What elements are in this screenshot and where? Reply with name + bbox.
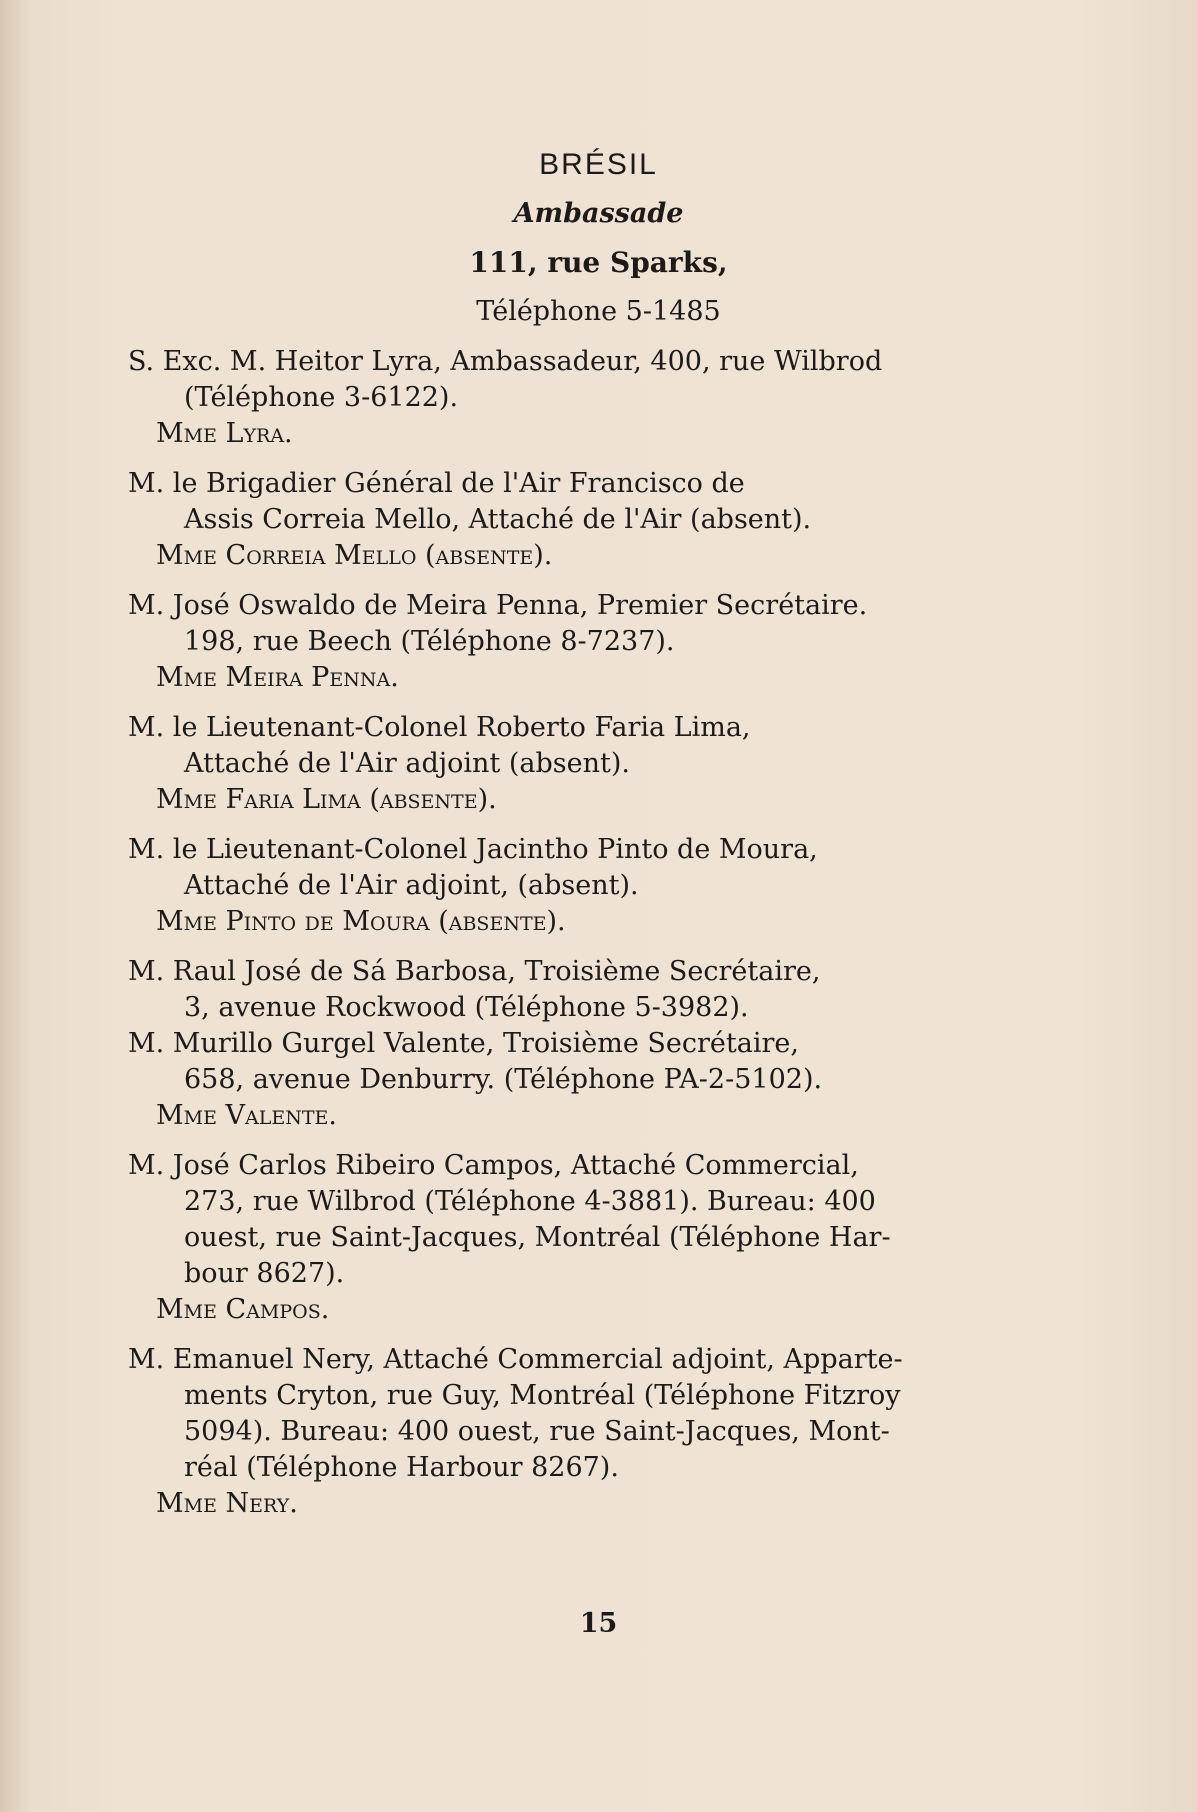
staff-entry (128, 1342, 1018, 1522)
staff-entry (128, 832, 1018, 940)
spouse-line: Mme Faria Lima (absente). (156, 784, 497, 815)
staff-detail-line: 5094). Bureau: 400 ouest, rue Saint-Jacques, Mont- (184, 1416, 890, 1447)
staff-detail-line: 3, avenue Rockwood (Téléphone 5-3982). (184, 992, 749, 1023)
staff-entry (128, 588, 1018, 696)
staff-detail-line: bour 8627). (184, 1258, 345, 1289)
staff-detail-line: 273, rue Wilbrod (Téléphone 4-3881). Bureau: 400 (184, 1186, 876, 1217)
staff-detail-line: 658, avenue Denburry. (Téléphone PA-2-5102). (184, 1064, 823, 1095)
staff-detail-line: 198, rue Beech (Téléphone 8-7237). (184, 626, 675, 657)
spouse-line: Mme Meira Penna. (156, 662, 399, 693)
staff-name-line: M. le Brigadier Général de l'Air Francisco de (128, 468, 745, 499)
embassy-phone: Téléphone 5-1485 (476, 296, 721, 327)
staff-name-line: M. José Carlos Ribeiro Campos, Attaché Commercial, (128, 1150, 859, 1181)
staff-name-line: S. Exc. M. Heitor Lyra, Ambassadeur, 400, rue Wilbrod (128, 346, 883, 377)
staff-detail-line: Assis Correia Mello, Attaché de l'Air (absent). (184, 504, 812, 535)
country-heading: BRÉSIL (539, 148, 658, 181)
staff-name-line: M. Emanuel Nery, Attaché Commercial adjoint, Apparte- (128, 1344, 903, 1375)
staff-name-line: M. José Oswaldo de Meira Penna, Premier Secrétaire. (128, 590, 868, 621)
mission-type: Ambassade (513, 198, 684, 229)
staff-name-line: M. Murillo Gurgel Valente, Troisième Secrétaire, (128, 1028, 799, 1059)
staff-name-line: M. le Lieutenant-Colonel Jacintho Pinto de Moura, (128, 834, 818, 865)
staff-entry (128, 1148, 1018, 1328)
staff-entry (128, 954, 1018, 1026)
spouse-line: Mme Correia Mello (absente). (156, 540, 553, 571)
staff-detail-line: ouest, rue Saint-Jacques, Montréal (Téléphone Har- (184, 1222, 891, 1253)
staff-name-line: M. Raul José de Sá Barbosa, Troisième Secrétaire, (128, 956, 821, 987)
staff-entry (128, 710, 1018, 818)
staff-entry (128, 466, 1018, 574)
staff-detail-line: ments Cryton, rue Guy, Montréal (Téléphone Fitzroy (184, 1380, 901, 1411)
embassy-address: 111, rue Sparks, (469, 246, 728, 279)
spouse-line: Mme Lyra. (156, 418, 293, 449)
staff-list (128, 344, 1018, 1522)
spouse-line: Mme Nery. (156, 1488, 298, 1519)
spouse-line: Mme Valente. (156, 1100, 338, 1131)
staff-detail-line: réal (Téléphone Harbour 8267). (184, 1452, 619, 1483)
staff-entry (128, 344, 1018, 452)
staff-name-line: M. le Lieutenant-Colonel Roberto Faria Lima, (128, 712, 751, 743)
staff-detail-line: Attaché de l'Air adjoint, (absent). (184, 870, 639, 901)
spouse-line: Mme Pinto de Moura (absente). (156, 906, 566, 937)
staff-detail-line: Attaché de l'Air adjoint (absent). (184, 748, 630, 779)
spouse-line: Mme Campos. (156, 1294, 330, 1325)
staff-detail-line: (Téléphone 3-6122). (184, 382, 459, 413)
staff-entry (128, 1026, 1018, 1134)
page-number: 15 (579, 1608, 618, 1639)
